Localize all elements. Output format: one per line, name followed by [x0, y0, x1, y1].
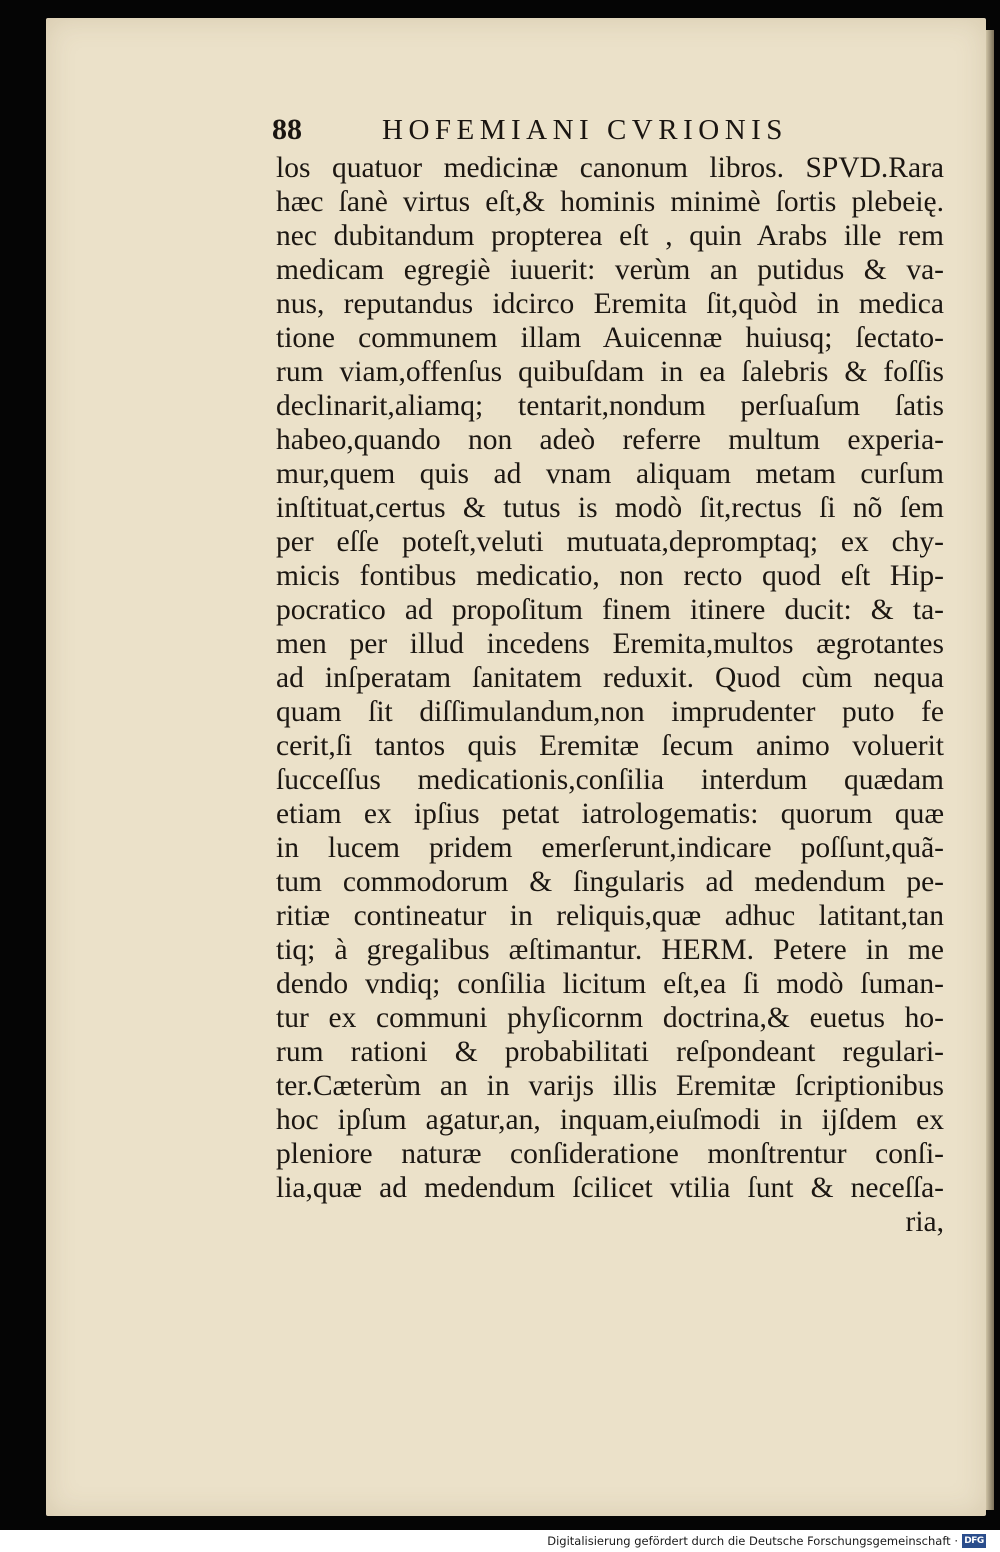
text-line: etiam ex ipſius petat iatrologematis: quorum quæ [276, 798, 944, 830]
running-title: HOFEMIANI CVRIONIS [382, 114, 788, 146]
text-line: tur ex communi phyſicornm doctrina,& euetus ho- [276, 1002, 944, 1034]
text-line: inſtituat,certus & tutus is modò ſit,rectus ſi nõ ſem [276, 492, 944, 524]
text-line: rum viam,offenſus quibuſdam in ea ſalebris & foſſis [276, 356, 944, 388]
text-line: hæc ſanè virtus eſt,& hominis minimè ſortis plebeię. [276, 186, 944, 218]
text-line: declinarit,aliamq; tentarit,nondum perſuaſum ſatis [276, 390, 944, 422]
running-head [272, 112, 944, 148]
text-line: in lucem pridem emerſerunt,indicare poſſunt,quã- [276, 832, 944, 864]
text-line: ter.Cæterùm an in varijs illis Eremitæ ſcriptionibus [276, 1070, 944, 1102]
text-line: ad inſperatam ſanitatem reduxit. Quod cùm nequa [276, 662, 944, 694]
page-edge [986, 30, 994, 1510]
text-line: lia,quæ ad medendum ſcilicet vtilia ſunt & neceſſa- [276, 1172, 944, 1204]
text-line: los quatuor medicinæ canonum libros. SPVD.Rara [276, 152, 944, 184]
text-line: dendo vndiq; conſilia licitum eſt,ea ſi modò ſuman- [276, 968, 944, 1000]
text-line: micis fontibus medicatio, non recto quod eſt Hip- [276, 560, 944, 592]
text-line: tione communem illam Auicennæ huiusq; ſectato- [276, 322, 944, 354]
funding-credit: Digitalisierung gefördert durch die Deutsche Forschungsgemeinschaft · [547, 1534, 958, 1548]
text-line: ria, [905, 1206, 944, 1238]
dfg-logo-icon: DFG [962, 1534, 986, 1548]
text-line: pocratico ad propoſitum finem itinere ducit: & ta- [276, 594, 944, 626]
text-line: habeo,quando non adeò referre multum experia- [276, 424, 944, 456]
footer-bar [0, 1530, 1000, 1552]
text-line: ritiæ contineatur in reliquis,quæ adhuc latitant,tan [276, 900, 944, 932]
text-line: nus, reputandus idcirco Eremita ſit,quòd in medica [276, 288, 944, 320]
page-number: 88 [272, 113, 302, 146]
text-line: rum rationi & probabilitati reſpondeant regulari- [276, 1036, 944, 1068]
text-line: mur,quem quis ad vnam aliquam metam curſum [276, 458, 944, 490]
text-line: men per illud incedens Eremita,multos ægrotantes [276, 628, 944, 660]
text-line: tiq; à gregalibus æſtimantur. HERM. Petere in me [276, 934, 944, 966]
text-line: quam ſit diſſimulandum,non imprudenter puto fe [276, 696, 944, 728]
text-line: cerit,ſi tantos quis Eremitæ ſecum animo voluerit [276, 730, 944, 762]
body-text [276, 151, 944, 1239]
text-line: tum commodorum & ſingularis ad medendum pe- [276, 866, 944, 898]
text-line: pleniore naturæ conſideratione monſtrentur conſi- [276, 1138, 944, 1170]
text-line: hoc ipſum agatur,an, inquam,eiuſmodi in ijſdem ex [276, 1104, 944, 1136]
text-line: nec dubitandum propterea eſt , quin Arabs ille rem [276, 220, 944, 252]
text-line: per eſſe poteſt,veluti mutuata,depromptaq; ex chy- [276, 526, 944, 558]
text-line: ſucceſſus medicationis,conſilia interdum quædam [276, 764, 944, 796]
text-line: medicam egregiè iuuerit: verùm an putidus & va- [276, 254, 944, 286]
